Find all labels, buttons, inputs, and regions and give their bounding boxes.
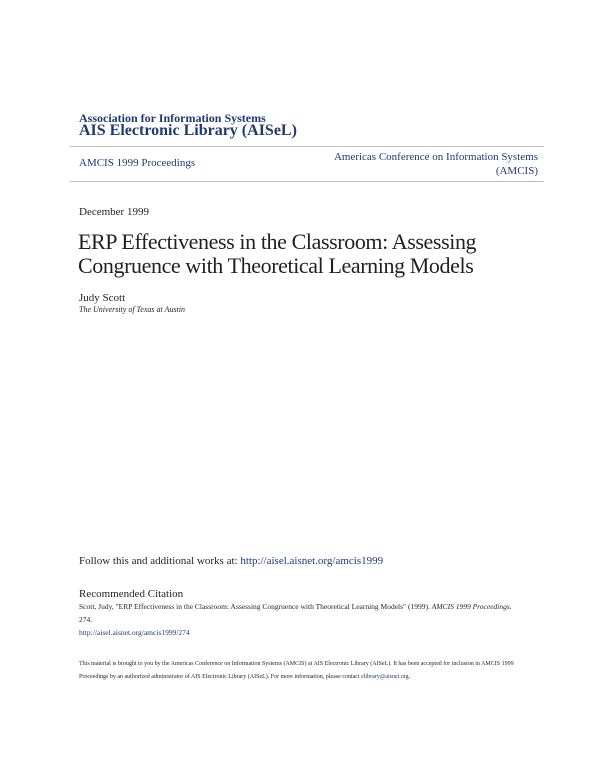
citation-body: Scott, Judy, "ERP Effectiveness in the Classroom: Assessing Congruence with Theoretical Learning Models" (1999). — [79, 602, 432, 611]
publication-date: December 1999 — [79, 206, 149, 218]
recommended-citation-heading: Recommended Citation — [79, 588, 184, 600]
author-affiliation: The University of Texas at Austin — [79, 305, 185, 314]
citation-journal: AMCIS 1999 Proceedings — [431, 602, 510, 611]
paper-title: ERP Effectiveness in the Classroom: Assessing Congruence with Theoretical Learning Models — [78, 229, 477, 278]
conference-link[interactable]: Americas Conference on Information Systems (AMCIS) — [333, 151, 538, 177]
author-name: Judy Scott — [79, 292, 126, 304]
availability-notice — [79, 658, 529, 684]
follow-line — [79, 555, 383, 568]
proceedings-link[interactable]: AMCIS 1999 Proceedings — [79, 157, 196, 169]
collection-link[interactable]: http://aisel.aisnet.org/amcis1999 — [240, 555, 384, 567]
contact-email-link[interactable]: elibrary@aisnet.org — [361, 674, 409, 680]
header-divider-bottom — [70, 181, 544, 182]
association-name: Association for Information Systems — [79, 111, 266, 125]
citation-text — [79, 600, 524, 639]
notice-end: . — [408, 674, 411, 680]
notice-text: This material is brought to you by the Americas Conference on Information Systems (AMCIS) at AIS Electronic Library (AISeL). It has been accepted for inclusion in AMCIS 1999 Proceedings by an authorized administrator of AIS Electronic Library (AISeL). For more information, please contact — [79, 661, 514, 680]
library-name[interactable]: AIS Electronic Library (AISeL) — [79, 122, 297, 139]
citation-link[interactable]: http://aisel.aisnet.org/amcis1999/274 — [79, 628, 190, 637]
citation-number: . 274. — [79, 602, 512, 624]
follow-text: Follow this and additional works at: — [79, 555, 241, 567]
header-divider-top — [70, 146, 544, 147]
